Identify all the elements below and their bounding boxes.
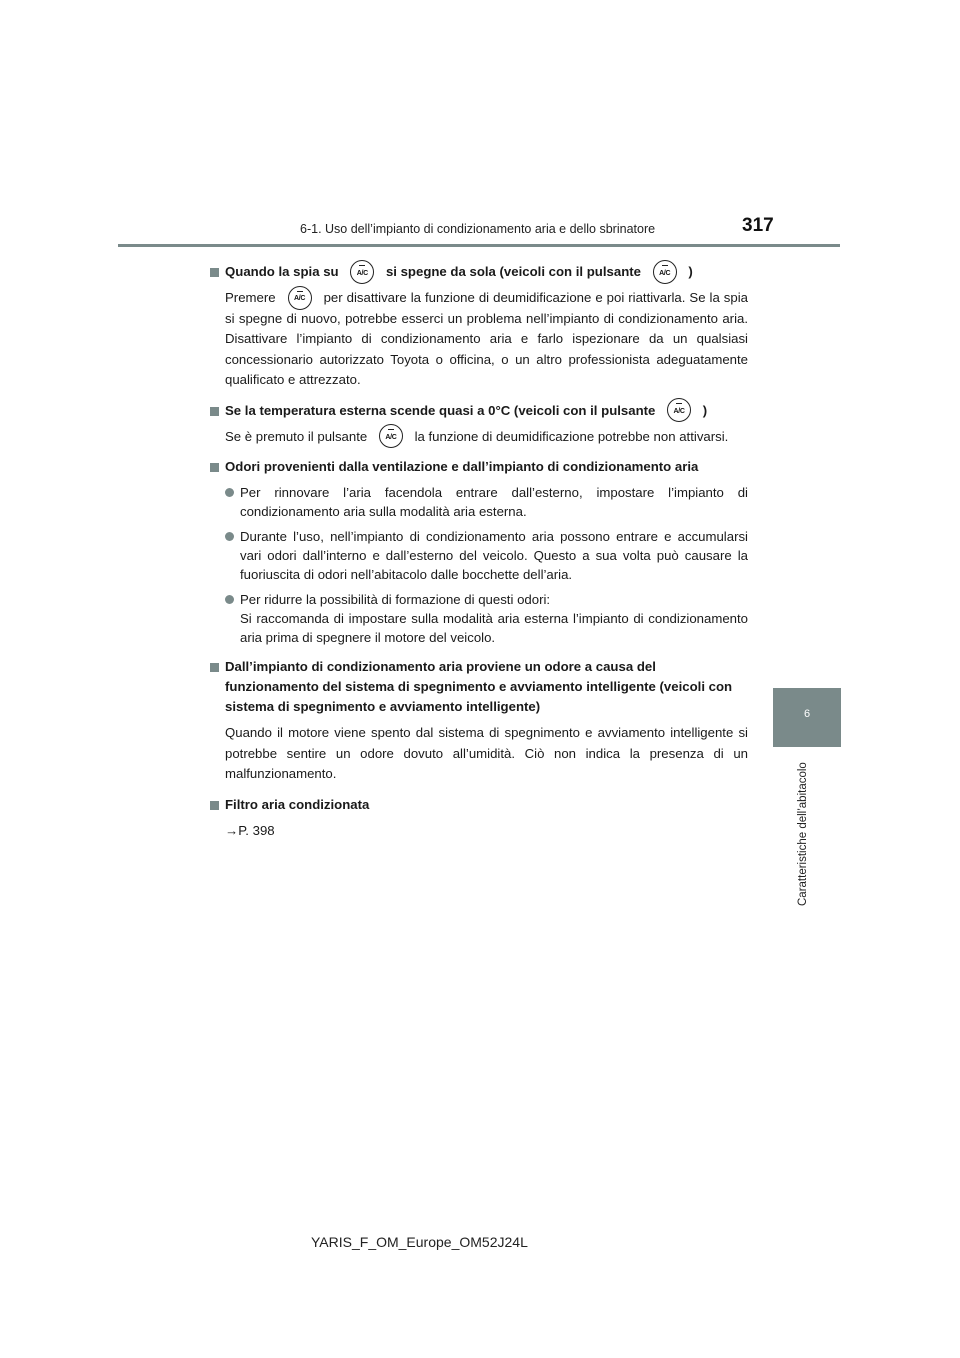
section-ac-light (210, 262, 748, 391)
section-stop-start-odor (210, 657, 748, 785)
square-bullet-icon (210, 663, 219, 672)
list-item: Per rinnovare l’aria facendola entrare dall’esterno, impostare l’impianto di condizionamento aria sulla modalità aria esterna. (210, 483, 748, 521)
section-heading: Quando la spia su A/C si spegne da sola (veicoli con il pulsante A/C ) (210, 262, 748, 282)
round-bullet-icon (225, 532, 234, 541)
section-heading: Se la temperatura esterna scende quasi a 0°C (veicoli con il pulsante A/C ) (210, 401, 748, 421)
section-paragraph: Se è premuto il pulsante A/C la funzione di deumidificazione potrebbe non attivarsi. (210, 427, 748, 448)
page-number: 317 (742, 215, 774, 236)
page-reference-link[interactable]: →P. 398 (225, 822, 275, 838)
chapter-number: 6 (803, 708, 811, 720)
ac-button-icon: A/C (288, 286, 312, 310)
header-title: 6-1. Uso dell’impianto di condizionamento aria e dello sbrinatore (300, 222, 656, 236)
section-heading: Dall’impianto di condizionamento aria proviene un odore a causa del funzionamento del sistema di spegnimento e avviamento intelligente (veicoli con sistema di spegnimento e avviamento intelligente) (210, 657, 748, 717)
square-bullet-icon (210, 463, 219, 472)
section-filter (210, 795, 748, 842)
list-item: Per ridurre la possibilità di formazione di questi odori: Si raccomanda di impostare sulla modalità aria esterna l’impianto di condizionamento aria prima di spegnere il motore del veicolo. (210, 590, 748, 647)
square-bullet-icon (210, 407, 219, 416)
footer-doc-code: YARIS_F_OM_Europe_OM52J24L (311, 1234, 528, 1250)
ac-button-icon: A/C (350, 260, 374, 284)
section-odors (210, 457, 748, 647)
ac-button-icon: A/C (379, 424, 403, 448)
ac-button-icon: A/C (653, 260, 677, 284)
header-rule (118, 244, 840, 247)
section-paragraph: Premere A/C per disattivare la funzione di deumidificazione e poi riattivarla. Se la spia si spegne di nuovo, potrebbe esserci un problema nell’impianto di condizionamento aria. Disattivare l’impianto di condizionamento aria e farlo ispezionare da un qualsiasi concessionario autorizzato Toyota o officina, o un altro professionista adeguatamente qualificato e attrezzato. (210, 288, 748, 391)
square-bullet-icon (210, 801, 219, 810)
ac-button-icon: A/C (667, 398, 691, 422)
square-bullet-icon (210, 268, 219, 277)
list-item: Durante l’uso, nell’impianto di condizionamento aria possono entrare e accumularsi vari odori dall’interno e dall’esterno del veicolo. Questo a sua volta può causare la fuoriuscita di odori nell’abitacolo dalle bocchette dell’aria. (210, 527, 748, 584)
section-paragraph: Quando il motore viene spento dal sistema di spegnimento e avviamento intelligente si potrebbe sentire un odore dovuto all’umidità. Ciò non indica la presenza di un malfunzionamento. (225, 725, 748, 781)
section-heading: Odori provenienti dalla ventilazione e dall’impianto di condizionamento aria (210, 457, 748, 477)
section-heading: Filtro aria condizionata (210, 795, 748, 815)
round-bullet-icon (225, 595, 234, 604)
round-bullet-icon (225, 488, 234, 497)
section-low-temperature (210, 401, 748, 448)
chapter-label: Caratteristiche dell’abitacolo (797, 762, 809, 906)
content (210, 262, 748, 851)
chapter-tab (773, 688, 841, 747)
